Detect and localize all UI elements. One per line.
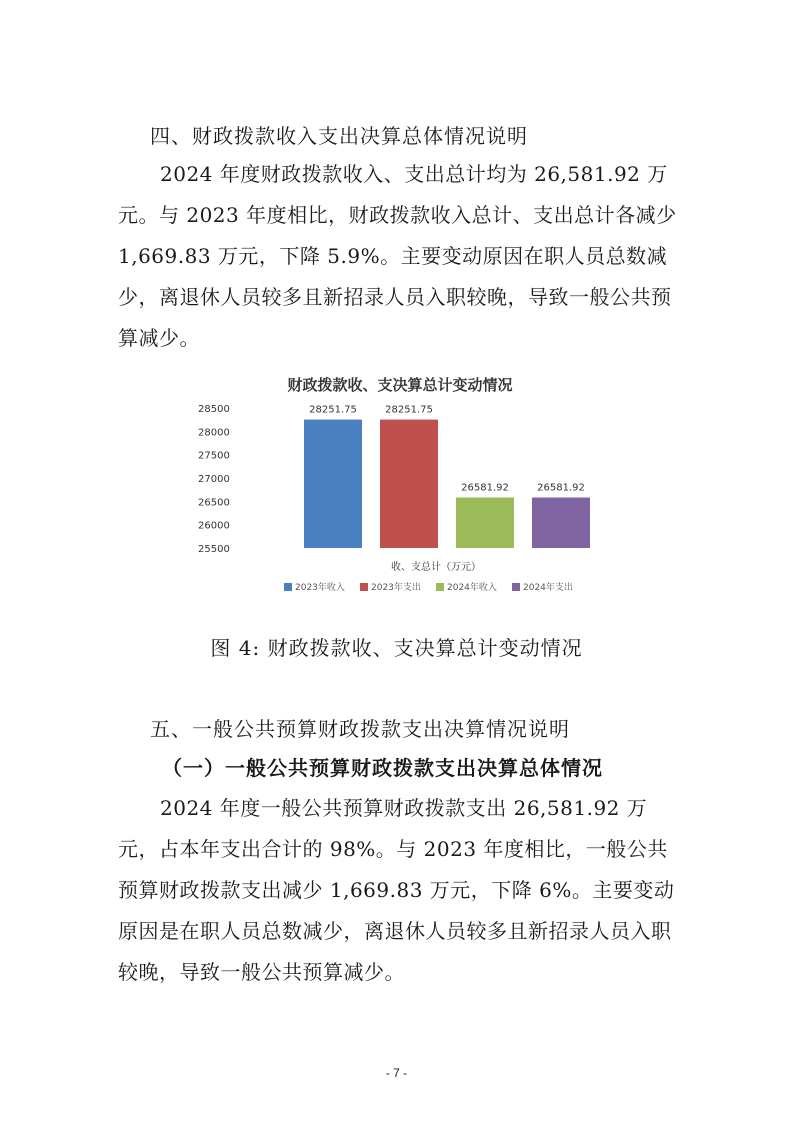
bar	[380, 420, 438, 548]
legend-label: 2023年收入	[295, 583, 345, 593]
chart-svg	[188, 362, 613, 610]
bar-chart	[188, 362, 613, 610]
section4-paragraph: 2024 年度财政拨款收入、支出总计均为 26,581.92 万元。与 2023 年度相比，财政拨款收入总计、支出总计各减少 1,669.83 万元，下降 5.9%。主要变动原因在职人员总数减少，离退休人员较多且新招录人员入职较晚，导致一般公共预算减少。	[118, 162, 677, 350]
bar	[304, 420, 362, 548]
legend-swatch	[512, 583, 520, 591]
y-tick-label: 28500	[198, 404, 230, 415]
legend-swatch	[284, 583, 292, 591]
bar-data-label: 28251.75	[385, 404, 433, 416]
page-number: - 7 -	[385, 1066, 408, 1080]
y-tick-label: 27500	[198, 450, 230, 462]
legend-label: 2024年收入	[447, 583, 497, 593]
y-tick-label: 26500	[198, 497, 230, 509]
section4-heading: 四、财政拨款收入支出决算总体情况说明	[150, 124, 528, 148]
x-axis-label: 收、支总计（万元）	[391, 562, 481, 573]
chart-title: 财政拨款收、支决算总计变动情况	[287, 376, 513, 394]
y-tick-label: 26000	[198, 520, 230, 532]
y-tick-label: 28000	[198, 427, 230, 439]
legend-label: 2023年支出	[371, 583, 421, 593]
section5-subheading: （一）一般公共预算财政拨款支出决算总体情况	[162, 756, 603, 780]
bar-data-label: 26581.92	[537, 482, 585, 494]
bar-data-label: 28251.75	[309, 404, 357, 416]
bar-data-label: 26581.92	[461, 482, 509, 494]
legend-swatch	[436, 583, 444, 591]
y-tick-label: 25500	[198, 544, 230, 555]
section5-heading: 五、一般公共预算财政拨款支出决算情况说明	[150, 717, 570, 741]
legend-swatch	[360, 583, 368, 591]
bar	[532, 498, 590, 548]
legend-label: 2024年支出	[523, 583, 573, 593]
section5-paragraph: 2024 年度一般公共预算财政拨款支出 26,581.92 万元，占本年支出合计的 98%。与 2023 年度相比，一般公共预算财政拨款支出减少 1,669.83 万元，下降 6%。主要变动原因是在职人员总数减少，离退休人员较多且新招录人员入职较晚，导致一般公共预算减少。	[118, 796, 675, 984]
bar	[456, 498, 514, 548]
figure-caption: 图 4: 财政拨款收、支决算总计变动情况	[210, 636, 583, 660]
y-tick-label: 27000	[198, 474, 230, 485]
